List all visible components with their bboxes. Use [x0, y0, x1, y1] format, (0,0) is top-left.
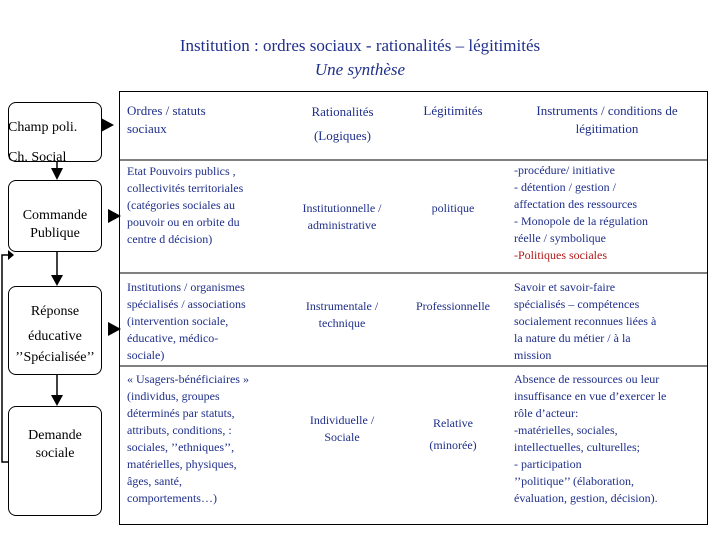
row3-instruments — [514, 371, 708, 507]
arrow-down-icon — [51, 168, 63, 180]
text-line: affectation des ressources — [514, 197, 638, 211]
header-ordres — [127, 102, 277, 138]
text-line: évaluation, gestion, décision). — [514, 491, 658, 505]
arrow-down-icon — [51, 395, 63, 406]
text-line: -Politiques sociales — [514, 248, 607, 262]
reponse-line: ’’Spécialisée’’ — [15, 350, 95, 365]
text-line: la nature du métier / à la — [514, 331, 631, 345]
text-line: spécialisés – compétences — [514, 297, 640, 311]
text-line: Institutionnelle / — [302, 201, 382, 215]
header-line: Instruments / conditions de — [536, 103, 678, 118]
text-line: (individus, groupes — [127, 389, 220, 403]
text-line: « Usagers-bénéficiaires » — [127, 372, 249, 386]
page-subtitle: Une synthèse — [314, 60, 406, 79]
commande-line: Commande — [22, 208, 88, 223]
arrow-down-icon — [51, 275, 63, 286]
text-line: matérielles, physiques, — [127, 457, 237, 471]
text-line: attributs, conditions, : — [127, 423, 232, 437]
text-line: Relative — [433, 416, 473, 430]
text-line: centre d décision) — [127, 232, 213, 246]
text-line: comportements…) — [127, 491, 217, 505]
text-line: Institutions / organismes — [127, 280, 245, 294]
text-line: (intervention sociale, — [127, 314, 229, 328]
row1-rationalite — [283, 200, 401, 234]
text-line: - détention / gestion / — [514, 180, 616, 194]
text-line: sociales, ’’ethniques’’, — [127, 440, 235, 454]
text-line: - participation — [514, 457, 582, 471]
row2-legitimite: Professionnelle — [416, 299, 490, 313]
text-line: Absence de ressources ou leur — [514, 372, 660, 386]
header-instruments — [507, 102, 707, 138]
text-line: Savoir et savoir-faire — [514, 280, 616, 294]
text-line: Etat Pouvoirs publics , — [127, 164, 236, 178]
text-line: (minorée) — [429, 438, 477, 452]
text-line: -procédure/ initiative — [514, 163, 615, 177]
text-line: pouvoir ou en orbite du — [127, 215, 240, 229]
page-title: Institution : ordres sociaux - rationalités – légitimités — [179, 36, 541, 55]
row2-rationalite — [283, 298, 401, 332]
row3-legitimite — [403, 412, 503, 456]
text-line: ’’politique’’ (élaboration, — [514, 474, 634, 488]
text-line: administrative — [307, 218, 377, 232]
reponse-line: éducative — [28, 329, 82, 344]
header-rationalites — [285, 100, 400, 148]
text-line: spécialisés / associations — [127, 297, 246, 311]
commande-publique-box — [8, 180, 102, 252]
text-line: Individuelle / — [309, 413, 375, 427]
text-line: mission — [514, 348, 552, 362]
text-line: éducative, médico- — [127, 331, 219, 345]
text-line: âges, santé, — [127, 474, 182, 488]
row3-ordres — [127, 371, 282, 507]
reponse-line: Réponse — [30, 304, 80, 319]
ch-social-label: Ch. Social — [8, 150, 67, 165]
reponse-educative-box — [8, 286, 102, 375]
text-line: -matérielles, sociales, — [514, 423, 618, 437]
row2-instruments — [514, 279, 706, 364]
text-line: réelle / symbolique — [514, 231, 606, 245]
header-legitimites: Légitimités — [423, 103, 483, 118]
row3-rationalite — [283, 412, 401, 446]
header-line: sociaux — [127, 121, 167, 136]
text-line: socialement reconnues liées à — [514, 314, 657, 328]
text-line: Instrumentale / — [305, 299, 379, 313]
row1-instruments — [514, 162, 706, 264]
text-line: sociale) — [127, 348, 165, 362]
header-line: (Logiques) — [313, 128, 372, 143]
header-line: Ordres / statuts — [127, 103, 206, 118]
commande-line: Publique — [30, 226, 80, 241]
text-line: insuffisance en vue d’exercer le — [514, 389, 667, 403]
text-line: intellectuelles, culturelles; — [514, 440, 640, 454]
demande-line: Demande — [28, 428, 82, 443]
text-line: déterminés par statuts, — [127, 406, 235, 420]
text-line: - Monopole de la régulation — [514, 214, 648, 228]
row1-ordres — [127, 163, 282, 248]
text-line: collectivités territoriales — [127, 181, 244, 195]
text-line: technique — [318, 316, 366, 330]
text-line: rôle d’acteur: — [514, 406, 579, 420]
champ-poli-label: Champ poli. — [8, 120, 78, 135]
text-line: Sociale — [324, 430, 360, 444]
row1-legitimite: politique — [431, 201, 475, 215]
demande-sociale-box — [8, 406, 102, 516]
text-line: (catégories sociales au — [127, 198, 235, 212]
arrow-right-icon — [101, 118, 114, 132]
row2-ordres — [127, 279, 282, 364]
demande-line: sociale — [35, 446, 75, 461]
header-line: légitimation — [575, 121, 639, 136]
header-line: Rationalités — [311, 104, 374, 119]
